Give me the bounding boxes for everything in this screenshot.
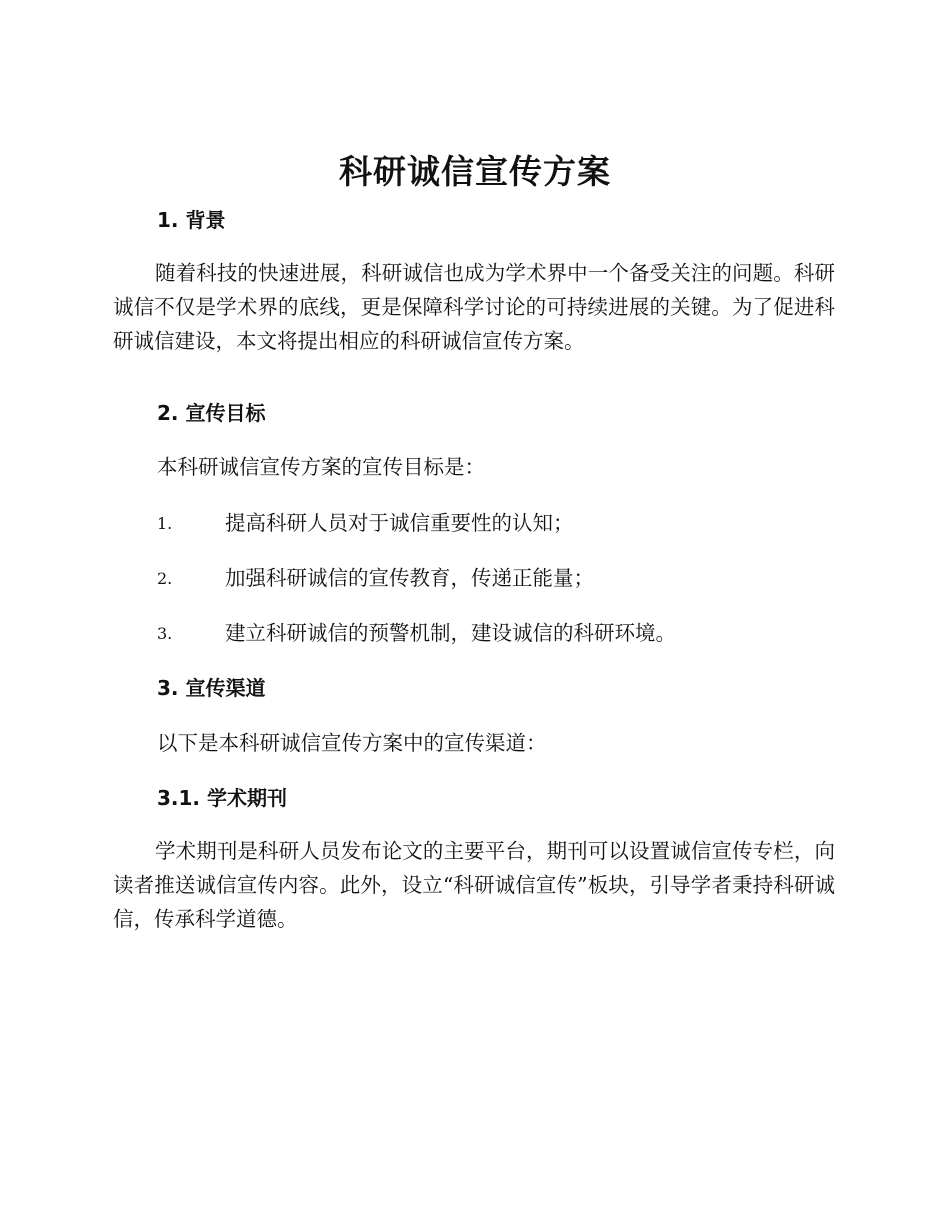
list-item-text: 提高科研人员对于诚信重要性的认知； [225, 511, 574, 535]
list-item-number: 3. [157, 624, 173, 643]
journals-paragraph: 学术期刊是科研人员发布论文的主要平台，期刊可以设置诚信宣传专栏，向读者推送诚信宣传内容。此外，设立“科研诚信宣传”板块，引导学者秉持科研诚信，传承科学道德。 [113, 839, 835, 931]
goals-intro: 本科研诚信宣传方案的宣传目标是： [157, 455, 485, 479]
channels-intro: 以下是本科研诚信宣传方案中的宣传渠道： [157, 731, 547, 755]
section-heading-background: 1. 背景 [157, 208, 226, 232]
list-item-number: 1. [157, 514, 173, 533]
list-item [157, 618, 857, 648]
list-item-number: 2. [157, 569, 173, 588]
section-heading-channels: 3. 宣传渠道 [157, 676, 266, 700]
document-title: 科研诚信宣传方案 [339, 152, 611, 191]
section-heading-journals: 3.1. 学术期刊 [157, 786, 287, 810]
list-item-text: 加强科研诚信的宣传教育，传递正能量； [225, 566, 594, 590]
section-heading-goals: 2. 宣传目标 [157, 401, 266, 425]
list-item [157, 563, 857, 593]
list-item-text: 建立科研诚信的预警机制，建设诚信的科研环境。 [225, 621, 676, 645]
background-paragraph: 随着科技的快速进展，科研诚信也成为学术界中一个备受关注的问题。科研诚信不仅是学术界的底线，更是保障科学讨论的可持续进展的关键。为了促进科研诚信建设，本文将提出相应的科研诚信宣传方案。 [113, 261, 835, 353]
list-item [157, 508, 857, 538]
